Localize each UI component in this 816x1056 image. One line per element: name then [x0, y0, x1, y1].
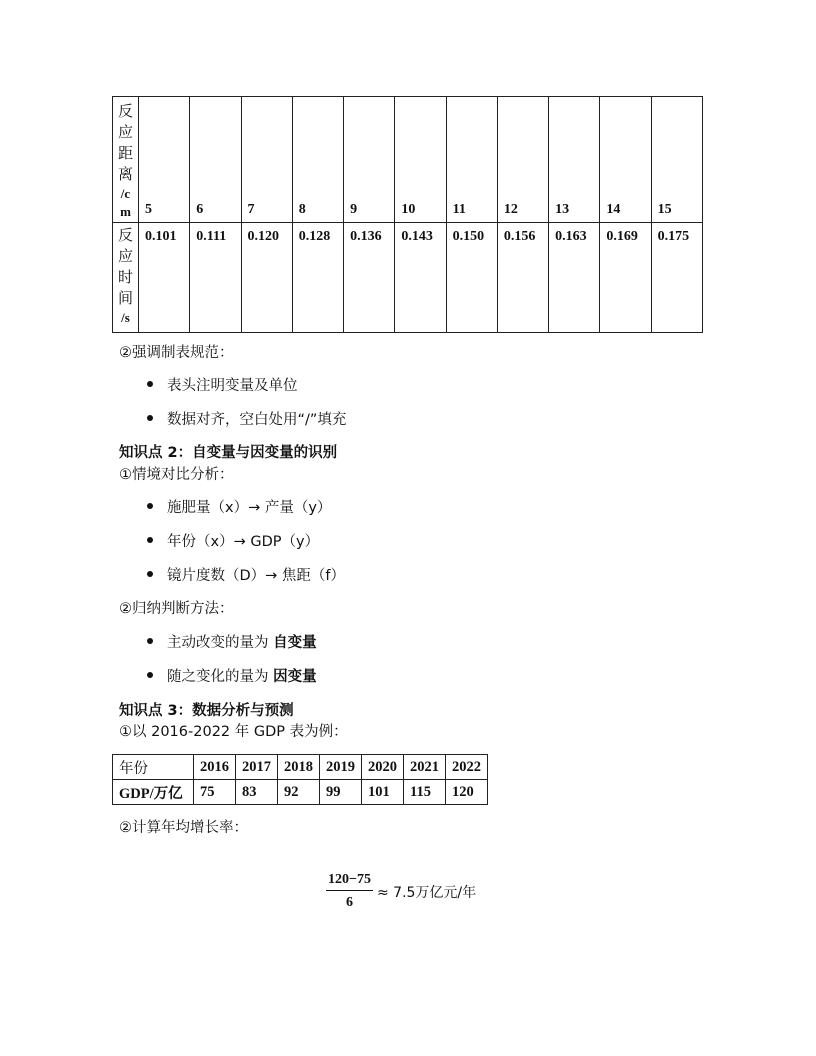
table-cell: 0.143 — [395, 223, 446, 333]
header-char: 反 — [117, 226, 133, 244]
table-cell: 15 — [651, 97, 702, 223]
bullet-icon — [147, 537, 153, 543]
list-item — [147, 532, 319, 552]
knowledge-point-3-heading: 知识点 3：数据分析与预测 — [119, 703, 294, 719]
table-cell: 92 — [278, 780, 320, 805]
list-item — [147, 667, 317, 687]
table-cell: 101 — [362, 780, 404, 805]
bullet-icon — [147, 672, 153, 678]
bullet-icon — [147, 415, 153, 421]
list-item-text: 表头注明变量及单位 — [167, 378, 298, 394]
table-cell: 0.101 — [139, 223, 190, 333]
list-item-text: 镜片度数（D）→ 焦距（f） — [167, 568, 346, 584]
table-cell: 0.136 — [344, 223, 395, 333]
table-cell: 2017 — [236, 755, 278, 780]
table-cell: 0.163 — [549, 223, 600, 333]
reaction-distance-header — [113, 97, 139, 223]
table-cell: 99 — [320, 780, 362, 805]
fraction-numerator: 120−75 — [326, 871, 373, 891]
reaction-table — [112, 96, 703, 333]
table-cell: 2019 — [320, 755, 362, 780]
header-char: 应 — [117, 123, 133, 141]
table-cell: 5 — [139, 97, 190, 223]
table-cell: 83 — [236, 780, 278, 805]
table-cell: 120 — [446, 780, 488, 805]
gdp-table — [112, 754, 488, 805]
list-item-text: 年份（x）→ GDP（y） — [167, 534, 320, 550]
independent-variable-term: 自变量 — [273, 635, 317, 651]
table-cell: 0.175 — [651, 223, 702, 333]
list-item — [147, 566, 345, 586]
table-cell: 2020 — [362, 755, 404, 780]
gdp-row — [113, 780, 488, 805]
table-cell: 6 — [190, 97, 241, 223]
list-item — [147, 498, 331, 518]
table-cell: 0.169 — [600, 223, 651, 333]
year-header: 年份 — [113, 755, 194, 780]
bullet-icon — [147, 503, 153, 509]
list-item-text: 主动改变的量为 — [167, 635, 274, 651]
list-item-text: 施肥量（x）→ 产量（y） — [167, 500, 332, 516]
table-cell: 7 — [241, 97, 292, 223]
table-cell: 2016 — [194, 755, 236, 780]
header-char: 反 — [117, 102, 133, 120]
table-cell: 2021 — [404, 755, 446, 780]
situation-analysis-title: ①情境对比分析： — [119, 467, 234, 483]
table-cell: 11 — [446, 97, 497, 223]
table-cell: 0.150 — [446, 223, 497, 333]
table-cell: 0.156 — [497, 223, 548, 333]
table-cell: 12 — [497, 97, 548, 223]
bullet-icon — [147, 381, 153, 387]
list-item-text: 随之变化的量为 — [167, 669, 274, 685]
table-cell: 13 — [549, 97, 600, 223]
table-norms-title: ②强调制表规范： — [119, 345, 234, 361]
list-item-text: 数据对齐，空白处用“/”填充 — [167, 412, 347, 428]
list-item — [147, 376, 298, 396]
header-unit: /s — [121, 310, 130, 325]
growth-formula — [326, 870, 476, 912]
header-char: 应 — [117, 247, 133, 265]
header-char: 时 — [117, 268, 133, 286]
table-cell: 115 — [404, 780, 446, 805]
table-cell: 0.111 — [190, 223, 241, 333]
reaction-distance-row — [113, 97, 703, 223]
bullet-icon — [147, 638, 153, 644]
fraction — [326, 871, 373, 912]
table-cell: 75 — [194, 780, 236, 805]
fraction-denominator: 6 — [345, 894, 353, 910]
dependent-variable-term: 因变量 — [273, 669, 317, 685]
judgment-method-title: ②归纳判断方法： — [119, 601, 234, 617]
bullet-icon — [147, 571, 153, 577]
header-char: 间 — [117, 289, 133, 307]
table-cell: 2018 — [278, 755, 320, 780]
table-cell: 2022 — [446, 755, 488, 780]
table-cell: 14 — [600, 97, 651, 223]
table-cell: 0.120 — [241, 223, 292, 333]
table-cell: 0.128 — [292, 223, 343, 333]
header-unit: /c m — [120, 186, 131, 219]
formula-result: ≈ 7.5万亿元/年 — [376, 885, 477, 901]
header-char: 距 — [117, 144, 133, 162]
table-cell: 8 — [292, 97, 343, 223]
table-cell: 10 — [395, 97, 446, 223]
year-row — [113, 755, 488, 780]
header-char: 离 — [117, 165, 133, 183]
growth-rate-title: ②计算年均增长率： — [119, 820, 248, 836]
knowledge-point-2-heading: 知识点 2：自变量与因变量的识别 — [119, 445, 338, 461]
table-cell: 9 — [344, 97, 395, 223]
gdp-header: GDP/万亿 — [113, 780, 194, 805]
gdp-example-title: ①以 2016-2022 年 GDP 表为例： — [119, 724, 348, 740]
reaction-time-header — [113, 223, 139, 333]
reaction-time-row — [113, 223, 703, 333]
list-item — [147, 633, 317, 653]
list-item — [147, 410, 346, 430]
